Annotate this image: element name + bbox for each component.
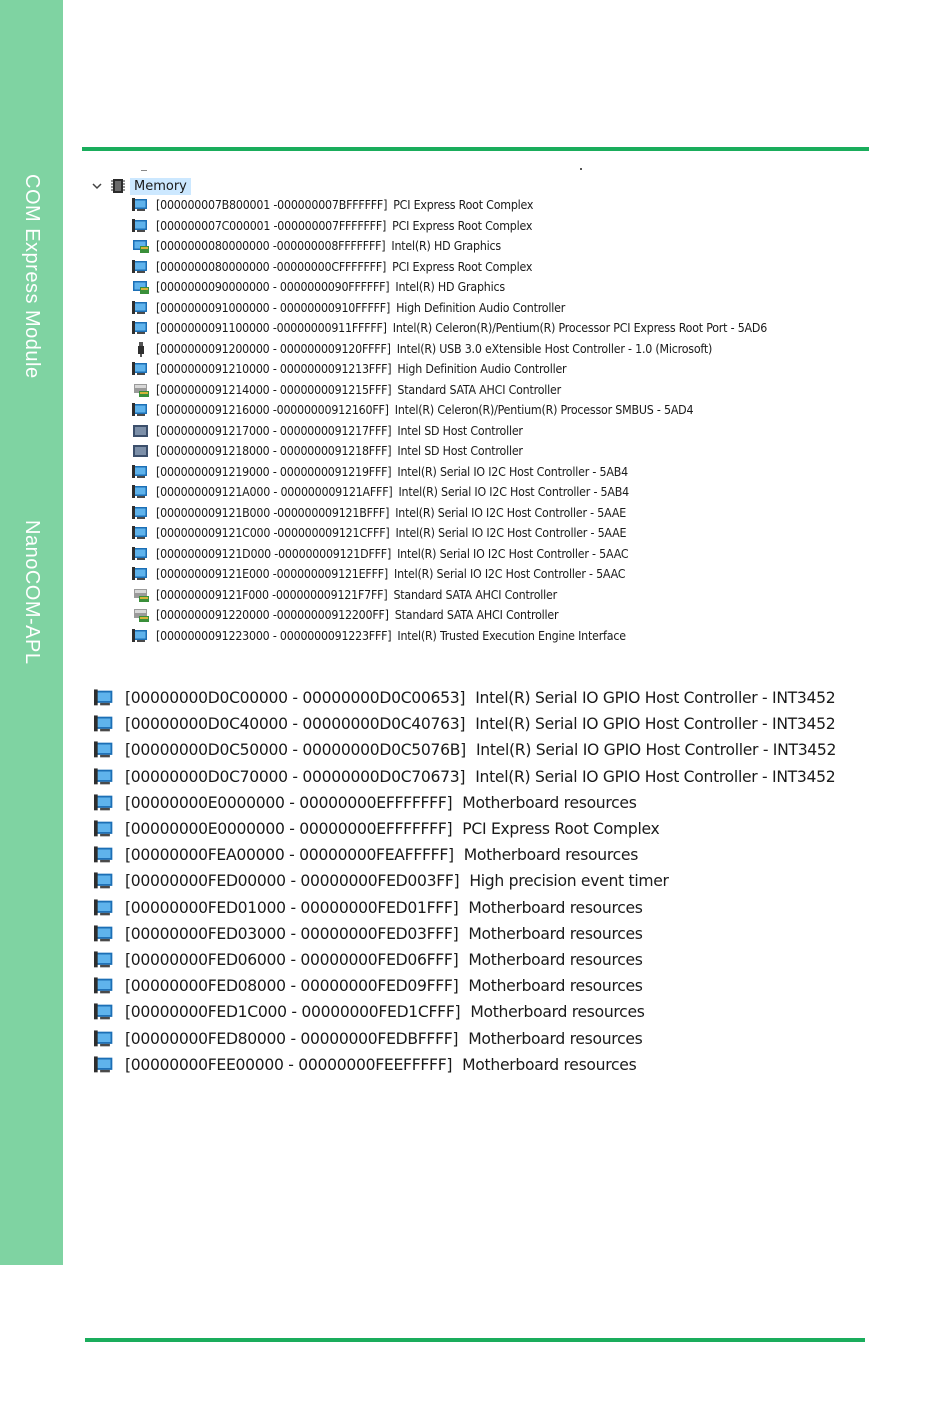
memory-range-text: [00000000FED03000 - 00000000FED03FFF] — [125, 924, 459, 943]
tree-artifact-dot — [580, 168, 582, 170]
device-name-text: Motherboard resources — [468, 898, 643, 917]
memory-range-text: [0000000091218000 - 0000000091218FFF] — [156, 444, 392, 459]
memory-range-text: [0000000091219000 - 0000000091219FFF] — [156, 464, 392, 479]
tree-item-memory-range[interactable] — [132, 441, 767, 462]
memory-range-text: [00000000FED00000 - 00000000FED003FF] — [125, 872, 460, 891]
system-device-icon — [132, 218, 150, 234]
tree-item-memory-range[interactable] — [132, 626, 767, 647]
device-name-text: Motherboard resources — [468, 1029, 643, 1048]
tree-item-memory-range[interactable] — [132, 523, 767, 544]
display-adapter-icon — [132, 238, 150, 254]
memory-range-text: [00000000FED01000 - 00000000FED01FFF] — [125, 898, 459, 917]
memory-range-text: [0000000091223000 - 0000000091223FFF] — [156, 628, 392, 643]
device-name-text: Standard SATA AHCI Controller — [394, 608, 559, 623]
device-name-text: Intel(R) Trusted Execution Engine Interface — [397, 628, 626, 643]
tree-item-memory-range[interactable] — [132, 339, 767, 360]
system-device-icon — [94, 898, 116, 918]
device-name-text: Motherboard resources — [463, 846, 639, 865]
memory-range-text: [000000009121F000 -000000009121F7FF] — [156, 587, 388, 602]
device-name-text: Intel(R) Serial IO I2C Host Controller - 5AAC — [394, 567, 626, 582]
tree-item-memory-range[interactable] — [132, 257, 767, 278]
tree-item-memory-range[interactable] — [132, 380, 767, 401]
system-device-icon — [132, 464, 150, 480]
tree-item-memory-range[interactable] — [94, 999, 836, 1025]
system-device-icon — [94, 1002, 116, 1022]
memory-range-text: [00000000FEE00000 - 00000000FEEFFFFF] — [125, 1055, 453, 1074]
system-device-icon — [132, 484, 150, 500]
memory-range-text: [00000000D0C40000 - 00000000D0C40763] — [125, 715, 466, 734]
memory-range-text: [00000000FED80000 - 00000000FEDBFFFF] — [125, 1029, 459, 1048]
memory-range-text: [0000000091216000 -00000000912160FF] — [156, 403, 389, 418]
memory-range-text: [00000000E0000000 - 00000000EFFFFFFF] — [125, 820, 453, 839]
memory-range-text: [0000000090000000 - 0000000090FFFFFF] — [156, 280, 390, 295]
memory-range-text: [00000000FED06000 - 00000000FED06FFF] — [125, 950, 459, 969]
memory-range-text: [0000000091217000 - 0000000091217FFF] — [156, 423, 392, 438]
tree-item-memory-range[interactable] — [132, 318, 767, 339]
memory-chip-icon — [110, 178, 126, 194]
system-device-icon — [94, 714, 116, 734]
system-device-icon — [132, 320, 150, 336]
tree-item-memory-range[interactable] — [132, 421, 767, 442]
memory-range-text: [000000009121B000 -000000009121BFFF] — [156, 505, 390, 520]
tree-item-memory-range[interactable] — [94, 1052, 836, 1078]
device-name-text: Standard SATA AHCI Controller — [397, 382, 561, 397]
device-name-text: Intel(R) Serial IO GPIO Host Controller - INT3452 — [475, 767, 836, 786]
device-name-text: PCI Express Root Complex — [462, 820, 660, 839]
sidebar-title-com-express: COM Express Module — [21, 174, 43, 379]
device-name-text: Motherboard resources — [468, 977, 643, 996]
chevron-down-icon[interactable] — [90, 179, 104, 193]
memory-range-text: [000000009121C000 -000000009121CFFF] — [156, 526, 390, 541]
sd-host-icon — [132, 423, 150, 439]
system-device-icon — [94, 924, 116, 944]
system-device-icon — [94, 740, 116, 760]
storage-controller-icon — [132, 382, 150, 398]
device-name-text: Intel(R) Serial IO I2C Host Controller - 5AB4 — [398, 485, 629, 500]
system-device-icon — [94, 688, 116, 708]
system-device-icon — [132, 300, 150, 316]
system-device-icon — [94, 976, 116, 996]
memory-range-text: [0000000091210000 - 0000000091213FFF] — [156, 362, 392, 377]
memory-range-text: [0000000080000000 -000000008FFFFFFF] — [156, 239, 386, 254]
memory-range-text: [00000000FED08000 - 00000000FED09FFF] — [125, 977, 459, 996]
device-name-text: Motherboard resources — [462, 793, 637, 812]
tree-item-memory-range[interactable] — [132, 216, 767, 237]
memory-range-text: [0000000091100000 -00000000911FFFFF] — [156, 321, 387, 336]
system-device-icon — [94, 1029, 116, 1049]
system-device-icon — [94, 793, 116, 813]
memory-range-text: [00000000D0C50000 - 00000000D0C5076B] — [125, 741, 466, 760]
memory-range-text: [00000000D0C70000 - 00000000D0C70673] — [125, 767, 466, 786]
memory-range-text: [0000000091200000 - 000000009120FFFF] — [156, 341, 391, 356]
system-device-icon — [94, 1055, 116, 1075]
device-name-text: High Definition Audio Controller — [396, 300, 566, 315]
system-device-icon — [132, 566, 150, 582]
tree-item-memory-range[interactable] — [94, 868, 836, 894]
device-name-text: Motherboard resources — [468, 950, 643, 969]
tree-item-memory-range[interactable] — [94, 816, 836, 842]
tree-item-memory-range[interactable] — [132, 564, 767, 585]
device-name-text: Motherboard resources — [468, 924, 643, 943]
tree-item-memory-range[interactable] — [94, 921, 836, 947]
device-name-text: PCI Express Root Complex — [393, 198, 534, 213]
tree-artifact-mark — [141, 170, 147, 171]
tree-item-memory-range[interactable] — [94, 685, 836, 711]
display-adapter-icon — [132, 279, 150, 295]
device-name-text: High precision event timer — [469, 872, 669, 891]
usb-icon — [132, 341, 150, 357]
bottom-divider — [85, 1338, 865, 1342]
memory-range-text: [000000009121E000 -000000009121EFFF] — [156, 567, 389, 582]
system-device-icon — [94, 845, 116, 865]
system-device-icon — [132, 525, 150, 541]
memory-range-text: [000000009121D000 -000000009121DFFF] — [156, 546, 392, 561]
memory-range-list-small — [132, 195, 767, 646]
memory-range-text: [0000000091000000 - 00000000910FFFFF] — [156, 300, 391, 315]
system-device-icon — [132, 505, 150, 521]
device-name-text: Intel SD Host Controller — [397, 444, 523, 459]
tree-item-memory-range[interactable] — [94, 711, 836, 737]
system-device-icon — [94, 871, 116, 891]
device-name-text: Intel(R) Serial IO GPIO Host Controller - INT3452 — [475, 689, 836, 708]
device-name-text: Intel(R) Serial IO I2C Host Controller - 5AB4 — [397, 464, 628, 479]
memory-range-text: [00000000E0000000 - 00000000EFFFFFFF] — [125, 793, 453, 812]
device-name-text: Intel(R) HD Graphics — [391, 239, 501, 254]
tree-item-memory-range[interactable] — [132, 277, 767, 298]
memory-range-list-large — [94, 685, 836, 1078]
device-name-text: Intel(R) Celeron(R)/Pentium(R) Processor PCI Express Root Port - 5AD6 — [392, 321, 768, 336]
device-name-text: Intel(R) Serial IO I2C Host Controller - 5AAC — [397, 546, 629, 561]
tree-item-memory-range[interactable] — [132, 482, 767, 503]
device-name-text: Standard SATA AHCI Controller — [393, 587, 557, 602]
tree-item-memory-range[interactable] — [132, 298, 767, 319]
tree-item-memory-range[interactable] — [94, 1025, 836, 1051]
tree-item-memory-range[interactable] — [94, 842, 836, 868]
memory-range-text: [0000000091214000 - 0000000091215FFF] — [156, 382, 392, 397]
system-device-icon — [94, 767, 116, 787]
tree-item-memory-range[interactable] — [132, 462, 767, 483]
tree-item-memory-range[interactable] — [132, 585, 767, 606]
device-name-text: Intel(R) Serial IO I2C Host Controller - 5AAE — [395, 526, 627, 541]
device-name-text: Intel(R) Serial IO GPIO Host Controller - INT3452 — [475, 741, 837, 760]
memory-range-text: [0000000080000000 -00000000CFFFFFFF] — [156, 259, 387, 274]
top-divider — [82, 147, 869, 151]
system-device-icon — [132, 546, 150, 562]
device-name-text: Motherboard resources — [462, 1055, 637, 1074]
device-name-text: PCI Express Root Complex — [392, 218, 533, 233]
device-name-text: PCI Express Root Complex — [392, 259, 533, 274]
memory-range-text: [000000007C000001 -000000007FFFFFFF] — [156, 218, 387, 233]
memory-range-text: [00000000D0C00000 - 00000000D0C00653] — [125, 689, 466, 708]
tree-item-memory-range[interactable] — [132, 195, 767, 216]
tree-item-memory-range[interactable] — [132, 503, 767, 524]
tree-item-memory-range[interactable] — [132, 359, 767, 380]
system-device-icon — [132, 197, 150, 213]
device-name-text: Intel SD Host Controller — [397, 423, 523, 438]
system-device-icon — [94, 819, 116, 839]
tree-item-memory-range[interactable] — [132, 605, 767, 626]
device-name-text: High Definition Audio Controller — [397, 362, 567, 377]
tree-item-memory-range[interactable] — [132, 400, 767, 421]
memory-range-text: [000000009121A000 - 000000009121AFFF] — [156, 485, 393, 500]
sidebar-title-nanocom: NanoCOM-APL — [21, 520, 43, 665]
device-name-text: Motherboard resources — [470, 1003, 645, 1022]
device-name-text: Intel(R) HD Graphics — [395, 280, 505, 295]
device-name-text: Intel(R) Serial IO GPIO Host Controller - INT3452 — [475, 715, 836, 734]
memory-range-text: [0000000091220000 -00000000912200FF] — [156, 608, 389, 623]
system-device-icon — [132, 361, 150, 377]
tree-node-memory-label: Memory — [130, 178, 191, 195]
tree-item-memory-range[interactable] — [132, 236, 767, 257]
tree-item-memory-range[interactable] — [94, 790, 836, 816]
sd-host-icon — [132, 443, 150, 459]
tree-item-memory-range[interactable] — [94, 895, 836, 921]
tree-node-memory[interactable] — [90, 176, 191, 196]
memory-range-text: [00000000FEA00000 - 00000000FEAFFFFF] — [125, 846, 454, 865]
storage-controller-icon — [132, 607, 150, 623]
memory-range-text: [000000007B800001 -000000007BFFFFFF] — [156, 198, 388, 213]
system-device-icon — [132, 259, 150, 275]
tree-item-memory-range[interactable] — [94, 947, 836, 973]
device-name-text: Intel(R) USB 3.0 eXtensible Host Controller - 1.0 (Microsoft) — [396, 341, 713, 356]
device-name-text: Intel(R) Serial IO I2C Host Controller - 5AAE — [395, 505, 626, 520]
tree-item-memory-range[interactable] — [94, 737, 836, 763]
device-name-text: Intel(R) Celeron(R)/Pentium(R) Processor SMBUS - 5AD4 — [394, 403, 694, 418]
memory-range-text: [00000000FED1C000 - 00000000FED1CFFF] — [125, 1003, 461, 1022]
tree-item-memory-range[interactable] — [94, 973, 836, 999]
system-device-icon — [94, 950, 116, 970]
tree-item-memory-range[interactable] — [132, 544, 767, 565]
storage-controller-icon — [132, 587, 150, 603]
tree-item-memory-range[interactable] — [94, 764, 836, 790]
system-device-icon — [132, 402, 150, 418]
system-device-icon — [132, 628, 150, 644]
